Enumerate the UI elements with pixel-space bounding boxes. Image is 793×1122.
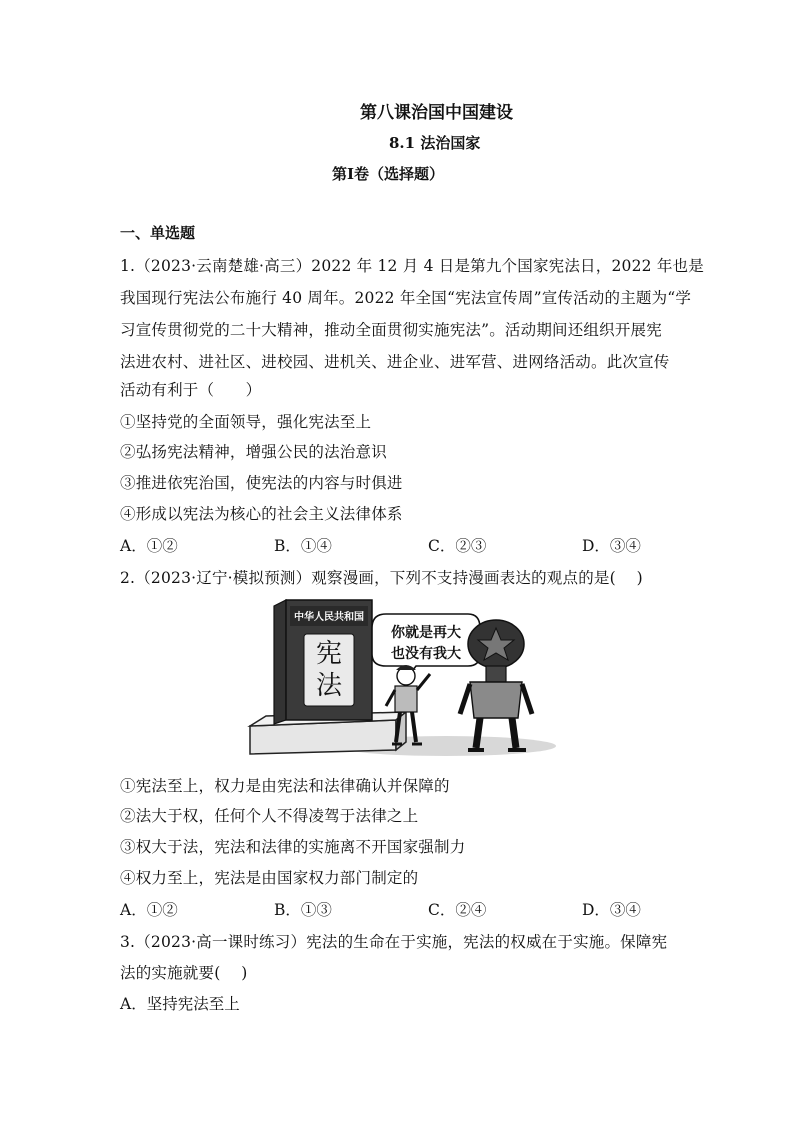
- power-figure: [460, 620, 532, 750]
- speech-line-1: 你就是再大: [391, 625, 461, 641]
- question-2-option-a[interactable]: A．①②: [120, 901, 178, 919]
- question-1-statement-3: ③推进依宪治国，使宪法的内容与时俱进: [120, 474, 403, 492]
- question-3-line-2: 法的实施就要( ): [120, 964, 248, 982]
- question-2-statement-2: ②法大于权，任何个人不得凌驾于法律之上: [120, 807, 419, 825]
- question-1-line-4: 法进农村、进社区、进校园、进机关、进企业、进军营、进网络活动。此次宣传: [120, 353, 670, 371]
- question-1-option-a[interactable]: A．①②: [120, 537, 178, 555]
- question-1-option-b[interactable]: B．①④: [274, 537, 332, 555]
- question-1-line-2: 我国现行宪法公布施行 40 周年。2022 年全国“宪法宣传周”宣传活动的主题为“学: [120, 289, 692, 307]
- page-title: 第八课治国中国建设: [360, 103, 513, 123]
- question-2-statement-4: ④权力至上，宪法是由国家权力部门制定的: [120, 869, 419, 887]
- question-2-option-d[interactable]: D．③④: [582, 901, 641, 919]
- question-1-line-3: 习宣传贯彻党的二十大精神，推动全面贯彻实施宪法”。活动期间还组织开展宪: [120, 321, 662, 339]
- question-1-line-5: 活动有利于（ ）: [120, 381, 262, 399]
- book-title-char-1: 宪: [315, 639, 343, 669]
- question-2-statement-3: ③权大于法，宪法和法律的实施离不开国家强制力: [120, 838, 466, 856]
- question-1-line-1: 1.（2023·云南楚雄·高三）2022 年 12 月 4 日是第九个国家宪法日，2022 年也是: [120, 257, 704, 275]
- question-2-line-1: 2.（2023·辽宁·模拟预测）观察漫画，下列不支持漫画表达的观点的是( ): [120, 569, 643, 587]
- book-header-text: 中华人民共和国: [294, 612, 364, 623]
- question-1-statement-1: ①坚持党的全面领导，强化宪法至上: [120, 413, 372, 431]
- speech-line-2: 也没有我大: [391, 646, 461, 662]
- question-1-option-d[interactable]: D．③④: [582, 537, 641, 555]
- question-1-option-c[interactable]: C．②③: [428, 537, 487, 555]
- lesson-title: 8.1 法治国家: [389, 134, 481, 152]
- question-1-statement-4: ④形成以宪法为核心的社会主义法律体系: [120, 505, 403, 523]
- book-title-char-2: 法: [315, 671, 343, 701]
- constitution-cartoon: [246, 598, 564, 758]
- section-heading: 一、单选题: [120, 224, 196, 242]
- question-3-line-1: 3.（2023·高一课时练习）宪法的生命在于实施，宪法的权威在于实施。保障宪: [120, 933, 668, 951]
- question-1-statement-2: ②弘扬宪法精神，增强公民的法治意识: [120, 443, 387, 461]
- question-2-statement-1: ①宪法至上，权力是由宪法和法律确认并保障的: [120, 777, 450, 795]
- question-2-option-c[interactable]: C．②④: [428, 901, 487, 919]
- question-2-option-b[interactable]: B．①③: [274, 901, 332, 919]
- question-3-option-a[interactable]: A．坚持宪法至上: [120, 995, 240, 1013]
- volume-title: 第I卷（选择题）: [332, 165, 445, 183]
